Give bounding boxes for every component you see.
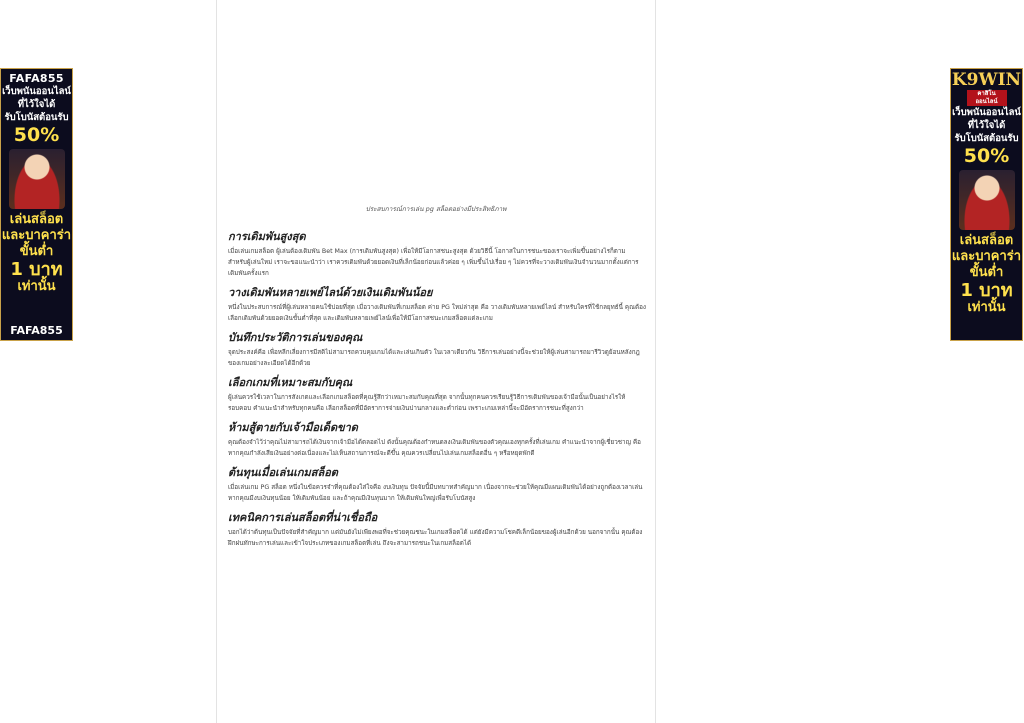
article-column: [216, 0, 656, 723]
section-body: หนึ่งในประสบการณ์ที่ผู้เล่นหลายคนใช้บ่อยที่สุด เมื่อวางเดิมพันที่เกมสล็อต ค่าย PG ใหม่ล่าสุด คือ วางเดิมพันหลายเพย์ไลน์ สำหรับใครที่ใช้กลยุทธ์นี้ คุณต้องเลือกเดิมพันด้วยยอดเงินขั้นต่ำที่สุด และเดิมพันหลายเพย์ไลน์เพื่อให้มีโอกาสชนะเกมสล็อตแต่ละเกม: [228, 304, 646, 322]
banner-line-3: รับโบนัสต้อนรับ: [954, 133, 1019, 144]
banner-brand-top: FAFA855: [9, 72, 64, 85]
section-body: เมื่อเล่นเกมสล็อต ผู้เล่นต้องเดิมพัน Bet Max (การเดิมพันสูงสุด) เพื่อให้มีโอกาสชนะสูงสุด ด้วยวิธีนี้ โอกาสในการชนะของเราจะเพิ่มขึ้นอย่างไรก็ตาม สำหรับผู้เล่นใหม่ เราจะขอแนะนำว่า เราควรเดิมพันด้วยยอดเงินที่เล็กน้อยก่อนแล้วค่อย ๆ เพิ่มขึ้นไปเรื่อย ๆ ไม่ควรที่จะวางเดิมพันเงินจำนวนมากตั้งแต่การเดิมพันครั้งแรก: [228, 248, 639, 277]
banner-bonus-percent: 50%: [963, 145, 1010, 167]
section-heading: เลือกเกมที่เหมาะสมกับคุณ: [228, 376, 353, 389]
banner-play-line-1: เล่นสล็อต: [9, 212, 64, 227]
banner-logo: [952, 72, 1021, 106]
article-section: [228, 375, 646, 414]
banner-only: เท่านั้น: [967, 300, 1006, 315]
banner-model-image: [9, 149, 65, 209]
banner-line-3: รับโบนัสต้อนรับ: [4, 112, 69, 123]
banner-line-2: ที่ไว้ใจได้: [17, 99, 56, 110]
banner-only: เท่านั้น: [17, 279, 56, 294]
banner-brand-bottom: FAFA855: [10, 324, 63, 337]
section-heading: บันทึกประวัติการเล่นของคุณ: [228, 331, 363, 344]
banner-min-label: ขั้นต่ำ: [19, 244, 54, 259]
section-heading: ต้นทุนเมื่อเล่นเกมสล็อต: [228, 466, 338, 479]
section-heading: ห้ามสู้ตายกับเจ้ามือเด็ดขาด: [228, 421, 358, 434]
article-section: [228, 229, 646, 279]
banner-line-2: ที่ไว้ใจได้: [967, 120, 1006, 131]
section-body: ผู้เล่นควรใช้เวลาในการสังเกตและเลือกเกมสล็อตที่คุณรู้สึกว่าเหมาะสมกับคุณที่สุด จากนั้นทุกคนควรเรียนรู้วิธีการเดิมพันของเจ้ามือนั้นเป็นอย่างไรให้รอบคอบ คำแนะนำสำหรับทุกคนคือ เลือกสล็อตที่มีอัตราการจ่ายเงินปานกลางและต่ำก่อน เพราะเกมเหล่านี้จะมีอัตราการชนะที่สูงกว่า: [228, 394, 626, 412]
article-section: [228, 420, 646, 459]
section-body: จุดประสงค์คือ เพื่อหลีกเลี่ยงการมีสติไม่สามารถควบคุมเกมได้และเล่นเกินตัว ในเวลาเดียวกัน วิธีการเล่นอย่างนี้จะช่วยให้ผู้เล่นสามารถมารีวิวดูย้อนหลังกฎของเกมอย่างละเอียดได้อีกด้วย: [228, 349, 640, 367]
section-body: บอกได้ว่าต้นทุนเป็นปัจจัยที่สำคัญมาก แต่มันยังไม่เพียงพอที่จะช่วยคุณชนะในเกมสล็อตได้ แต่ยังมีความโชคดีเล็กน้อยของผู้เล่นอีกด้วย นอกจากนั้น คุณต้องฝึกฝนทักษะการเล่นและเข้าใจประเภทของเกมสล็อตที่เล่น ถึงจะสามารถชนะในเกมสล็อตได้: [228, 529, 643, 547]
article-section: [228, 510, 646, 549]
section-body: คุณต้องจำไว้ว่าคุณไม่สามารถได้เงินจากเจ้ามือได้ตลอดไป ดังนั้นคุณต้องกำหนดลงเงินเดิมพันของตัวคุณเองทุกครั้งที่เล่นเกม คำแนะนำจากผู้เชี่ยวชาญ คือ หากคุณกำลังเสียเงินอย่างต่อเนื่องและไม่เห็นสถานการณ์จะดีขึ้น คุณควรเปลี่ยนไปเล่นเกมสล็อตอื่น ๆ หรือหยุดพักดี: [228, 439, 641, 457]
article-content: [228, 229, 646, 555]
right-ad-banner[interactable]: [950, 68, 1023, 341]
section-heading: วางเดิมพันหลายเพย์ไลน์ด้วยเงินเดิมพันน้อย: [228, 286, 433, 299]
banner-play-line-2: และบาคาร่า: [1, 228, 72, 243]
banner-price: 1 บาท: [960, 280, 1013, 301]
banner-model-image: [959, 170, 1015, 230]
banner-bonus-percent: 50%: [13, 124, 60, 146]
image-caption: ประสบการณ์การเล่น pg สล็อตอย่างมีประสิทธิภาพ: [365, 205, 507, 213]
banner-play-line-1: เล่นสล็อต: [959, 233, 1014, 248]
section-body: เมื่อเล่นเกม PG สล็อต หนึ่งในข้อควรจำที่คุณต้องใส่ใจคือ งบเงินทุน ปัจจัยนี้มีบทบาทสำคัญมาก เนื่องจากจะช่วยให้คุณมีแผนเดิมพันได้อย่างถูกต้องเวลาเล่น หากคุณมีงบเงินทุนน้อย ให้เดิมพันน้อย และถ้าคุณมีเงินทุนมาก ให้เดิมพันใหญ่เพื่อรับโบนัสสูง: [228, 484, 643, 502]
left-ad-banner[interactable]: [0, 68, 73, 341]
banner-logo-text: K9WIN: [951, 70, 1022, 90]
section-heading: เทคนิคการเล่นสล็อตที่น่าเชื่อถือ: [228, 511, 378, 524]
article-section: [228, 330, 646, 369]
banner-logo-sub: คาสิโน ออนไลน์: [967, 90, 1007, 106]
banner-play-line-2: และบาคาร่า: [951, 249, 1022, 264]
article-section: [228, 465, 646, 504]
article-section: [228, 285, 646, 324]
banner-line-1: เว็บพนันออนไลน์: [2, 86, 71, 97]
banner-min-label: ขั้นต่ำ: [969, 265, 1004, 280]
banner-price: 1 บาท: [10, 259, 63, 280]
section-heading: การเดิมพันสูงสุด: [228, 230, 306, 243]
banner-line-1: เว็บพนันออนไลน์: [952, 107, 1021, 118]
